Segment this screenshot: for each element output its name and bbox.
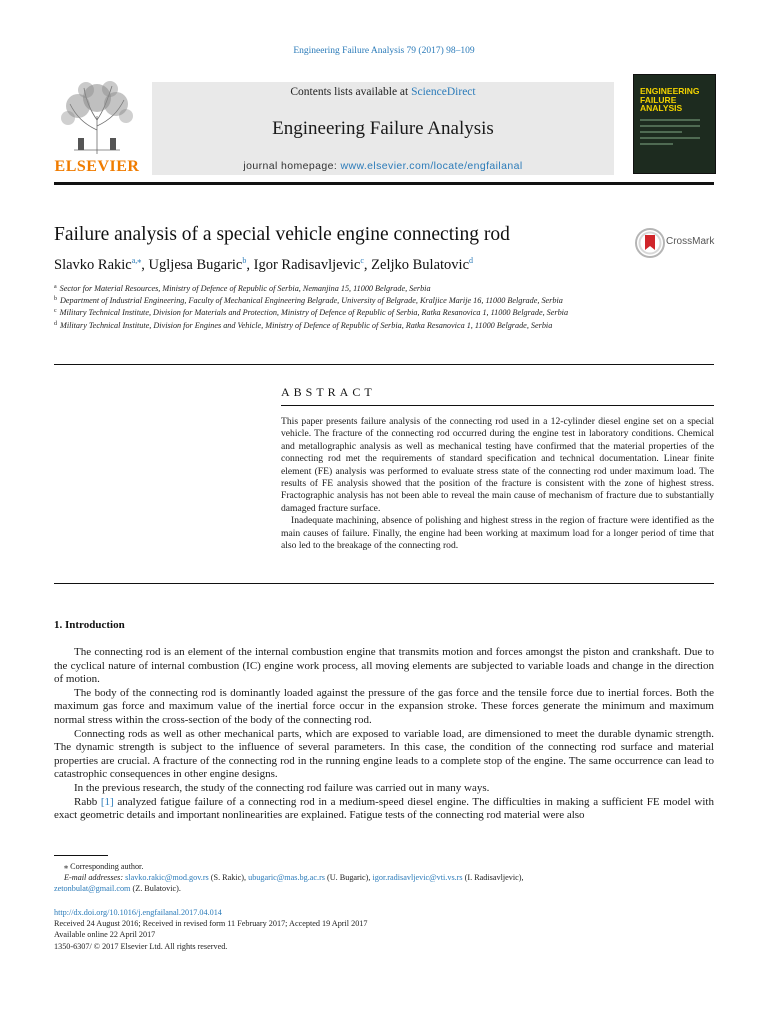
body-paragraph: The connecting rod is an element of the internal combustion engine that transmits motion and forces amongst the piston and crankshaft. Due to the cyclical nature of internal combustion (IC) engine work process, all moving elements are subjected to variable loads and change in the direction of motion. — [54, 646, 714, 686]
author-name[interactable]: Ugljesa Bugaric — [148, 257, 243, 273]
crossmark-label: CrossMark — [666, 236, 715, 247]
section-heading: 1. Introduction — [54, 619, 125, 631]
sciencedirect-link[interactable]: ScienceDirect — [411, 86, 476, 98]
footnote-divider — [54, 855, 108, 856]
journal-citation[interactable]: Engineering Failure Analysis 79 (2017) 98–109 — [293, 46, 475, 56]
crossmark-badge[interactable] — [635, 228, 725, 258]
copyright: 1350-6307/ © 2017 Elsevier Ltd. All rights reserved. — [54, 941, 228, 951]
header-divider — [54, 182, 714, 185]
crossmark-icon — [635, 228, 665, 258]
homepage-link[interactable]: www.elsevier.com/locate/engfailanal — [340, 160, 523, 172]
publication-info — [54, 907, 367, 952]
masthead — [54, 74, 714, 180]
abstract-end-divider — [54, 583, 714, 584]
affiliation-item: $^b$ Department of Industrial Engineering, Faculty of Mechanical Engineering Belgrade, University of Belgrade, Kraljice Marije 16, 11000 Belgrade, Serbia — [54, 296, 563, 306]
affiliation-item: $^c$ Military Technical Institute, Division for Materials and Protection, Ministry of Defence of Republic of Serbia, Ratka Resanovica 1, 11000 Belgrade, Serbia — [54, 308, 569, 318]
reference-link[interactable]: [1] — [100, 795, 114, 808]
author-affiliation-mark[interactable]: c — [360, 256, 364, 265]
affiliation-list — [54, 282, 654, 331]
abstract-paragraph: This paper presents failure analysis of the connecting rod used in a 12-cylinder diesel engine set on a special vehicle. The fracture of the connecting rod occurred during the engine test in laboratory conditions. Chemical and metallographic analysis as well as mechanical testing have confirmed that the material properties of the connecting rod met the requirements of standard specification and technical documentation. Linear finite element (FE) analysis was performed to evaluate stress state of the connecting rod under maximum load. The results of FE analysis showed that the position of the fracture is consistent with the zone of highest stress. Fractographic analysis has not been able to reveal the main cause of mechanism of fracture due to substantially damaged fracture surface. — [281, 416, 714, 514]
body-paragraph: The body of the connecting rod is dominantly loaded against the pressure of the gas force and the tensile force due to inertial forces. Both the maximum gas force and maximum value of the inertial force occur in the expansion stroke. These forces generate the minimum and maximum normal stress within the cross-section of the body of the connecting rod. — [54, 686, 714, 726]
email-link[interactable]: zetonbulat@gmail.com — [54, 884, 131, 894]
email-link[interactable]: slavko.rakic@mod.gov.rs — [125, 873, 209, 883]
corresponding-author-note: ⁎ Corresponding author. — [64, 862, 144, 871]
affiliation-item: $^d$ Military Technical Institute, Division for Engines and Vehicle, Ministry of Defence of Republic of Serbia, Ratka Resanovica 1, 11000 Belgrade, Serbia — [54, 320, 553, 330]
body-paragraph: Rabb [1] analyzed fatigue failure of a connecting rod in a medium-speed diesel engine. The difficulties in making a sufficient FE model with exact geometric details and important nonlinearities are explained. Fatigue tests of the connecting rod material were also — [54, 795, 714, 822]
footnotes — [54, 861, 714, 895]
cover-title: ENGINEERING FAILURE ANALYSIS — [640, 86, 700, 113]
body-paragraph: Connecting rods as well as other mechanical parts, which are exposed to variable load, are dimensioned to meet the durable dynamic strength. The dynamic strength is subject to the influence of several parameters. In this case, the condition of the connecting rod surface and material properties are crucial. A fracture of the connecting rod in the running engine leads to a complete stop of the engine. The same occurrence can lead to catastrophic consequences in other engine designs. — [54, 727, 714, 781]
author-name[interactable]: Igor Radisavljevic — [253, 257, 361, 273]
author-list: Slavko Rakic$^{a,⁎}$, Ugljesa Bugaric$^b$, Igor Radisavljevic$^c$, Zeljko Bulatovic$^d$ — [54, 256, 474, 273]
affiliation-divider — [54, 364, 714, 365]
author-affiliation-mark[interactable]: b — [242, 256, 247, 265]
journal-cover-thumbnail[interactable] — [633, 74, 716, 174]
body-paragraph: In the previous research, the study of the connecting rod failure was carried out in many ways. — [74, 781, 490, 794]
elsevier-wordmark: ELSEVIER — [54, 158, 140, 175]
abstract-paragraph: Inadequate machining, absence of polishing and highest stress in the region of fracture were identified as the main causes of failure. Finally, the engine had been working at maximum load for a longer period of time that also led to the breakage of the connecting rod. — [281, 515, 714, 552]
abstract-body — [281, 416, 714, 552]
author-affiliation-mark[interactable]: a,⁎ — [131, 256, 142, 265]
elsevier-tree-icon — [54, 80, 140, 156]
abstract-divider — [281, 405, 714, 406]
contents-line — [152, 86, 614, 98]
cover-decoration — [640, 119, 700, 149]
homepage-prefix: journal homepage: — [243, 160, 341, 172]
author-affiliation-mark[interactable]: d — [469, 256, 474, 265]
email-link[interactable]: igor.radisavljevic@vti.vs.rs — [372, 873, 463, 883]
introduction-body — [54, 646, 714, 823]
homepage-line — [152, 160, 614, 172]
journal-header-band — [152, 82, 614, 175]
elsevier-logo[interactable] — [54, 80, 140, 180]
received-dates: Received 24 August 2016; Received in revised form 11 February 2017; Accepted 19 April 2017 — [54, 919, 368, 929]
email-link[interactable]: ubugaric@mas.bg.ac.rs — [248, 873, 325, 883]
author-name[interactable]: Zeljko Bulatovic — [371, 257, 470, 273]
contents-prefix: Contents lists available at — [290, 86, 412, 98]
doi-link[interactable]: http://dx.doi.org/10.1016/j.engfailanal.2017.04.014 — [54, 908, 222, 917]
email-addresses-continued: zetonbulat@gmail.com (Z. Bulatovic). — [54, 884, 181, 894]
affiliation-item: $^a$ Sector for Material Resources, Ministry of Defence of Republic of Serbia, Nemanjina 15, 11000 Belgrade, Serbia — [54, 284, 431, 293]
article-title: Failure analysis of a special vehicle engine connecting rod — [54, 224, 510, 245]
journal-title: Engineering Failure Analysis — [272, 118, 494, 139]
abstract-heading: ABSTRACT — [281, 385, 376, 399]
email-addresses: E-mail addresses: slavko.rakic@mod.gov.rs (S. Rakic), ubugaric@mas.bg.ac.rs (U. Bugaric), igor.radisavljevic@vti.vs.rs (I. Radisavljevic), — [64, 873, 524, 883]
author-name[interactable]: Slavko Rakic — [54, 257, 132, 273]
available-online: Available online 22 April 2017 — [54, 930, 156, 940]
